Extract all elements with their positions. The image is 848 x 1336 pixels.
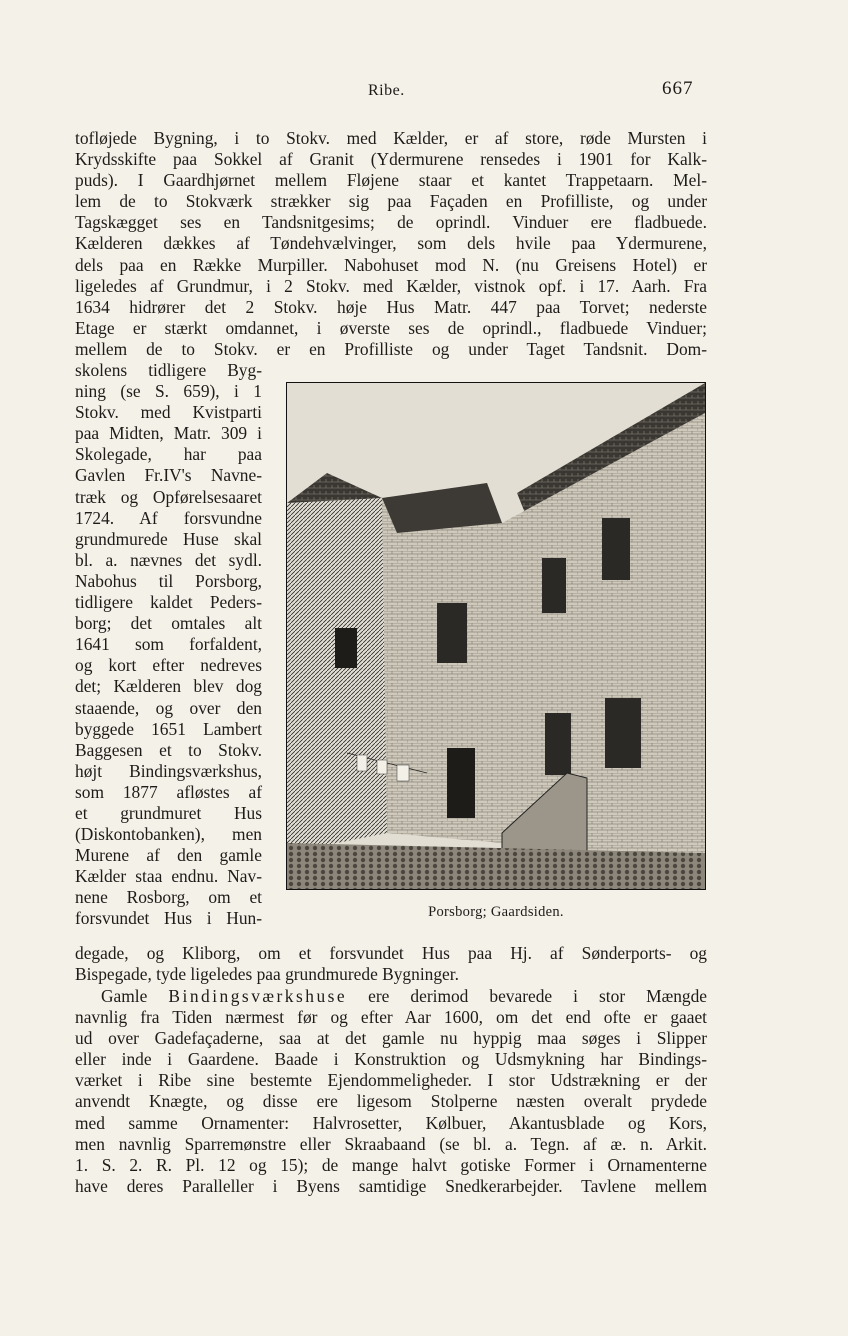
text-line: eller inde i Gaardene. Baade i Konstruktion og Udsmykning har Bindings- <box>75 1049 707 1070</box>
text-line: 1. S. 2. R. Pl. 12 og 15); de mange halvt gotiske Former i Ornamenterne <box>75 1154 707 1175</box>
text-line: bl. a. nævnes det sydl. <box>75 549 262 570</box>
text-line: degade, og Kliborg, om et forsvundet Hus paa Hj. af Sønderports- og <box>75 943 707 963</box>
page-header <box>0 78 848 106</box>
text-line: grundmurede Huse skal <box>75 528 262 549</box>
text-line: have deres Paralleller i Byens samtidige Snedkerarbejder. Tavlene mellem <box>75 1175 707 1196</box>
text-line: 1634 hidrører det 2 Stokv. høje Hus Matr. 447 paa Torvet; nederste <box>75 296 707 317</box>
text-line: et grundmuret Hus <box>75 802 262 823</box>
text-line: ning (se S. 659), i 1 <box>75 381 262 402</box>
side-column-text <box>75 360 265 930</box>
text-line: ligeledes af Grundmur, i 2 Stokv. med Kælder, vistnok opf. i 17. Aarh. Fra <box>75 275 707 296</box>
text-line: dels paa en Række Murpiller. Nabohuset mod N. (nu Greisens Hotel) er <box>75 254 707 275</box>
text-line: Kælder staa endnu. Nav- <box>75 866 262 887</box>
text-line: Stokv. med Kvistparti <box>75 402 262 423</box>
bottom-paragraph <box>75 986 707 1197</box>
text-line: tofløjede Bygning, i to Stokv. med Kælder, er af store, røde Mursten i <box>75 128 707 148</box>
figure-caption: Porsborg; Gaardsiden. <box>428 904 564 920</box>
text-line: Baggesen et to Stokv. <box>75 739 262 760</box>
text-line: skolens tidligere Byg- <box>75 360 262 380</box>
text-line: Gavlen Fr.IV's Navne- <box>75 465 262 486</box>
text-line: puds). I Gaardhjørnet mellem Fløjene staar et kantet Trappetaarn. Mel- <box>75 170 707 191</box>
continuation-text <box>75 943 707 985</box>
text-line: Skolegade, har paa <box>75 444 262 465</box>
text-line: og kort efter nedreves <box>75 655 262 676</box>
figure-engraving <box>286 382 706 890</box>
text-line: Murene af den gamle <box>75 845 262 866</box>
text-line: værket i Ribe sine bestemte Ejendommeligheder. I stor Udstrækning er der <box>75 1070 707 1091</box>
text-line: Etage er stærkt omdannet, i øverste ses de oprindl., fladbuede Vinduer; <box>75 317 707 338</box>
text-line: men navnlig Sparremønstre eller Skraabaand (se bl. a. Tegn. af æ. n. Arkit. <box>75 1133 707 1154</box>
text-line: nene Rosborg, om et <box>75 887 262 908</box>
text-line: borg; det omtales alt <box>75 613 262 634</box>
courtyard-illustration <box>287 383 705 889</box>
text-line: 1724. Af forsvundne <box>75 507 262 528</box>
text-line: tidligere kaldet Peders- <box>75 592 262 613</box>
text-line: anvendt Knægte, og disse ere ligesom Stolperne næsten overalt prydede <box>75 1091 707 1112</box>
text-line: Tagskægget ses en Tandsnitgesims; de oprindl. Vinduer ere fladbuede. <box>75 212 707 233</box>
text-line: 1641 som forfaldent, <box>75 634 262 655</box>
text-line: Bispegade, tyde ligeledes paa grundmurede Bygninger. <box>75 964 459 985</box>
text-line: byggede 1651 Lambert <box>75 718 262 739</box>
running-head: Ribe. <box>368 82 405 99</box>
text-line: navnlig fra Tiden nærmest før og efter Aar 1600, om det end ofte er gaaet <box>75 1007 707 1028</box>
lead-in: Gamle <box>101 986 169 1006</box>
text-line: som 1877 afløstes af <box>75 781 262 802</box>
text-line: det; Kælderen blev dog <box>75 676 262 697</box>
text-line: træk og Opførelsesaaret <box>75 486 262 507</box>
lead-tail: ere derimod bevarede i stor Mængde <box>347 986 708 1006</box>
text-line: paa Midten, Matr. 309 i <box>75 423 262 444</box>
text-line: staaende, og over den <box>75 697 262 718</box>
text-line: mellem de to Stokv. er en Profilliste og under Taget Tandsnit. Dom- <box>75 338 707 359</box>
text-line: ud over Gadefaçaderne, saa at det gamle nu hyppig maa søges i Slipper <box>75 1028 707 1049</box>
spaced-term: Bindingsværkshuse <box>168 986 348 1006</box>
text-line: forsvundet Hus i Hun- <box>75 908 262 929</box>
text-line: Kælderen dækkes af Tøndehvælvinger, som dels hvile paa Ydermurene, <box>75 233 707 254</box>
top-paragraph <box>75 128 707 360</box>
text-line: Krydsskifte paa Sokkel af Granit (Ydermurene rensedes i 1901 for Kalk- <box>75 149 707 170</box>
text-line: højt Bindingsværkshus, <box>75 760 262 781</box>
text-line: med samme Ornamenter: Halvrosetter, Kølbuer, Akantusblade og Kors, <box>75 1112 707 1133</box>
text-line: (Diskontobanken), men <box>75 824 262 845</box>
text-line: Nabohus til Porsborg, <box>75 570 262 591</box>
page-number: 667 <box>662 78 694 99</box>
text-line-first <box>75 986 707 1007</box>
text-line: lem de to Stokværk strækker sig paa Façaden en Profilliste, og under <box>75 191 707 212</box>
